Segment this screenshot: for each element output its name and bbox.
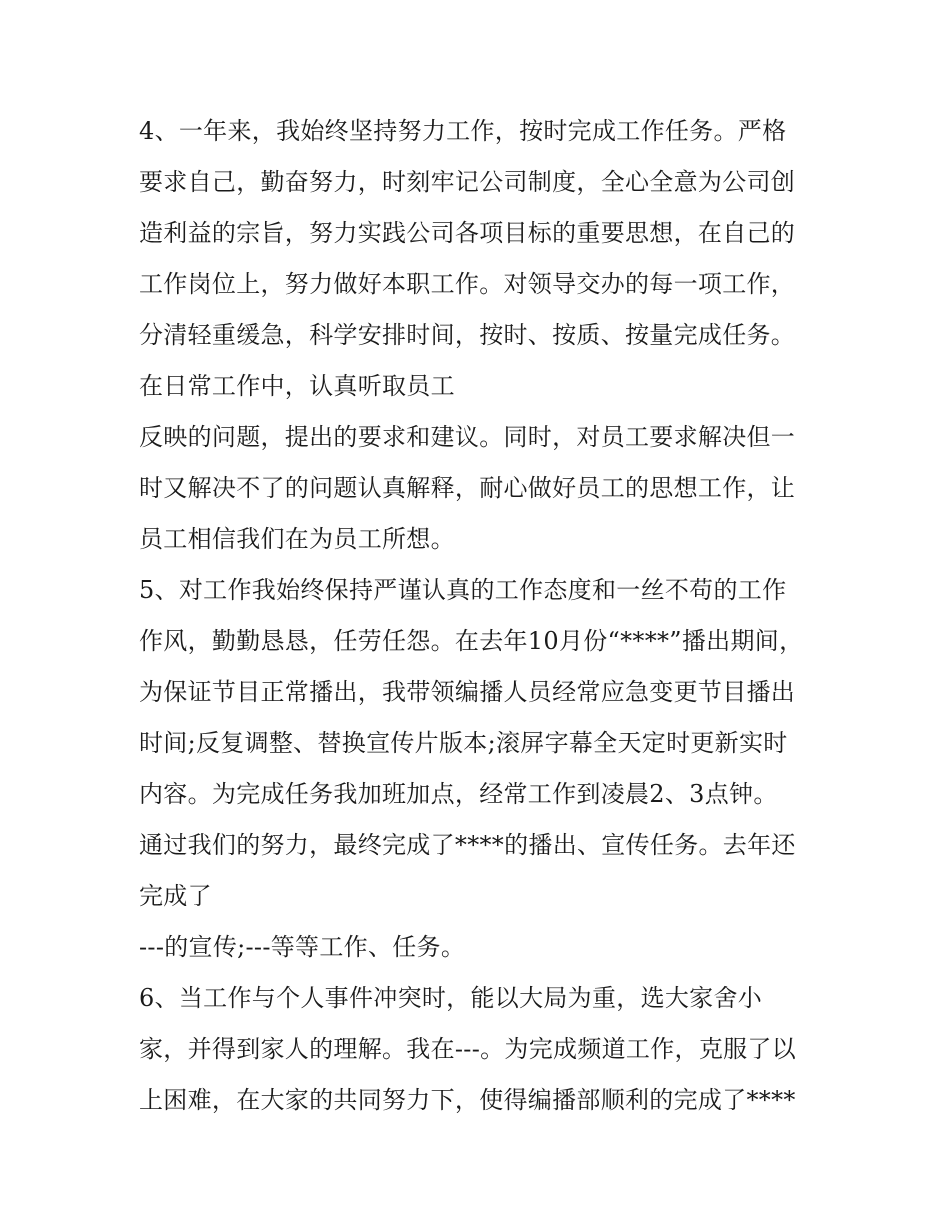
text-line: ---的宣传;---等等工作、任务。 bbox=[139, 933, 466, 961]
text-line: 为保证节目正常播出，我带领编播人员经常应急变更节目播出 bbox=[139, 678, 796, 706]
text-line: 员工相信我们在为员工所想。 bbox=[139, 525, 455, 553]
text-line: 通过我们的努力，最终完成了****的播出、宣传任务。去年还 bbox=[139, 831, 796, 859]
text-line: 4、一年来，我始终坚持努力工作，按时完成工作任务。严格 bbox=[139, 117, 787, 145]
text-line: 家，并得到家人的理解。我在---。为完成频道工作，克服了以 bbox=[139, 1035, 797, 1063]
text-line: 反映的问题，提出的要求和建议。同时，对员工要求解决但一 bbox=[139, 423, 796, 451]
text-line: 作风，勤勤恳恳，任劳任怨。在去年10月份“****”播出期间， bbox=[139, 627, 804, 655]
text-line: 时间;反复调整、替换宣传片版本;滚屏字幕全天定时更新实时 bbox=[139, 729, 788, 757]
text-line: 6、当工作与个人事件冲突时，能以大局为重，选大家舍小 bbox=[139, 984, 763, 1012]
text-line: 分清轻重缓急，科学安排时间，按时、按质、按量完成任务。 bbox=[139, 321, 796, 349]
text-line: 上困难，在大家的共同努力下，使得编播部顺利的完成了**** bbox=[139, 1086, 796, 1114]
document-body bbox=[139, 106, 839, 1126]
text-line: 在日常工作中，认真听取员工 bbox=[139, 372, 455, 400]
text-line: 完成了 bbox=[139, 882, 212, 910]
text-line: 要求自己，勤奋努力，时刻牢记公司制度，全心全意为公司创 bbox=[139, 168, 796, 196]
text-line: 造利益的宗旨，努力实践公司各项目标的重要思想，在自己的 bbox=[139, 219, 796, 247]
text-line: 工作岗位上，努力做好本职工作。对领导交办的每一项工作， bbox=[139, 270, 796, 298]
text-line: 内容。为完成任务我加班加点，经常工作到凌晨2、3点钟。 bbox=[139, 780, 778, 808]
text-line: 5、对工作我始终保持严谨认真的工作态度和一丝不苟的工作 bbox=[139, 576, 787, 604]
text-line: 时又解决不了的问题认真解释，耐心做好员工的思想工作，让 bbox=[139, 474, 796, 502]
